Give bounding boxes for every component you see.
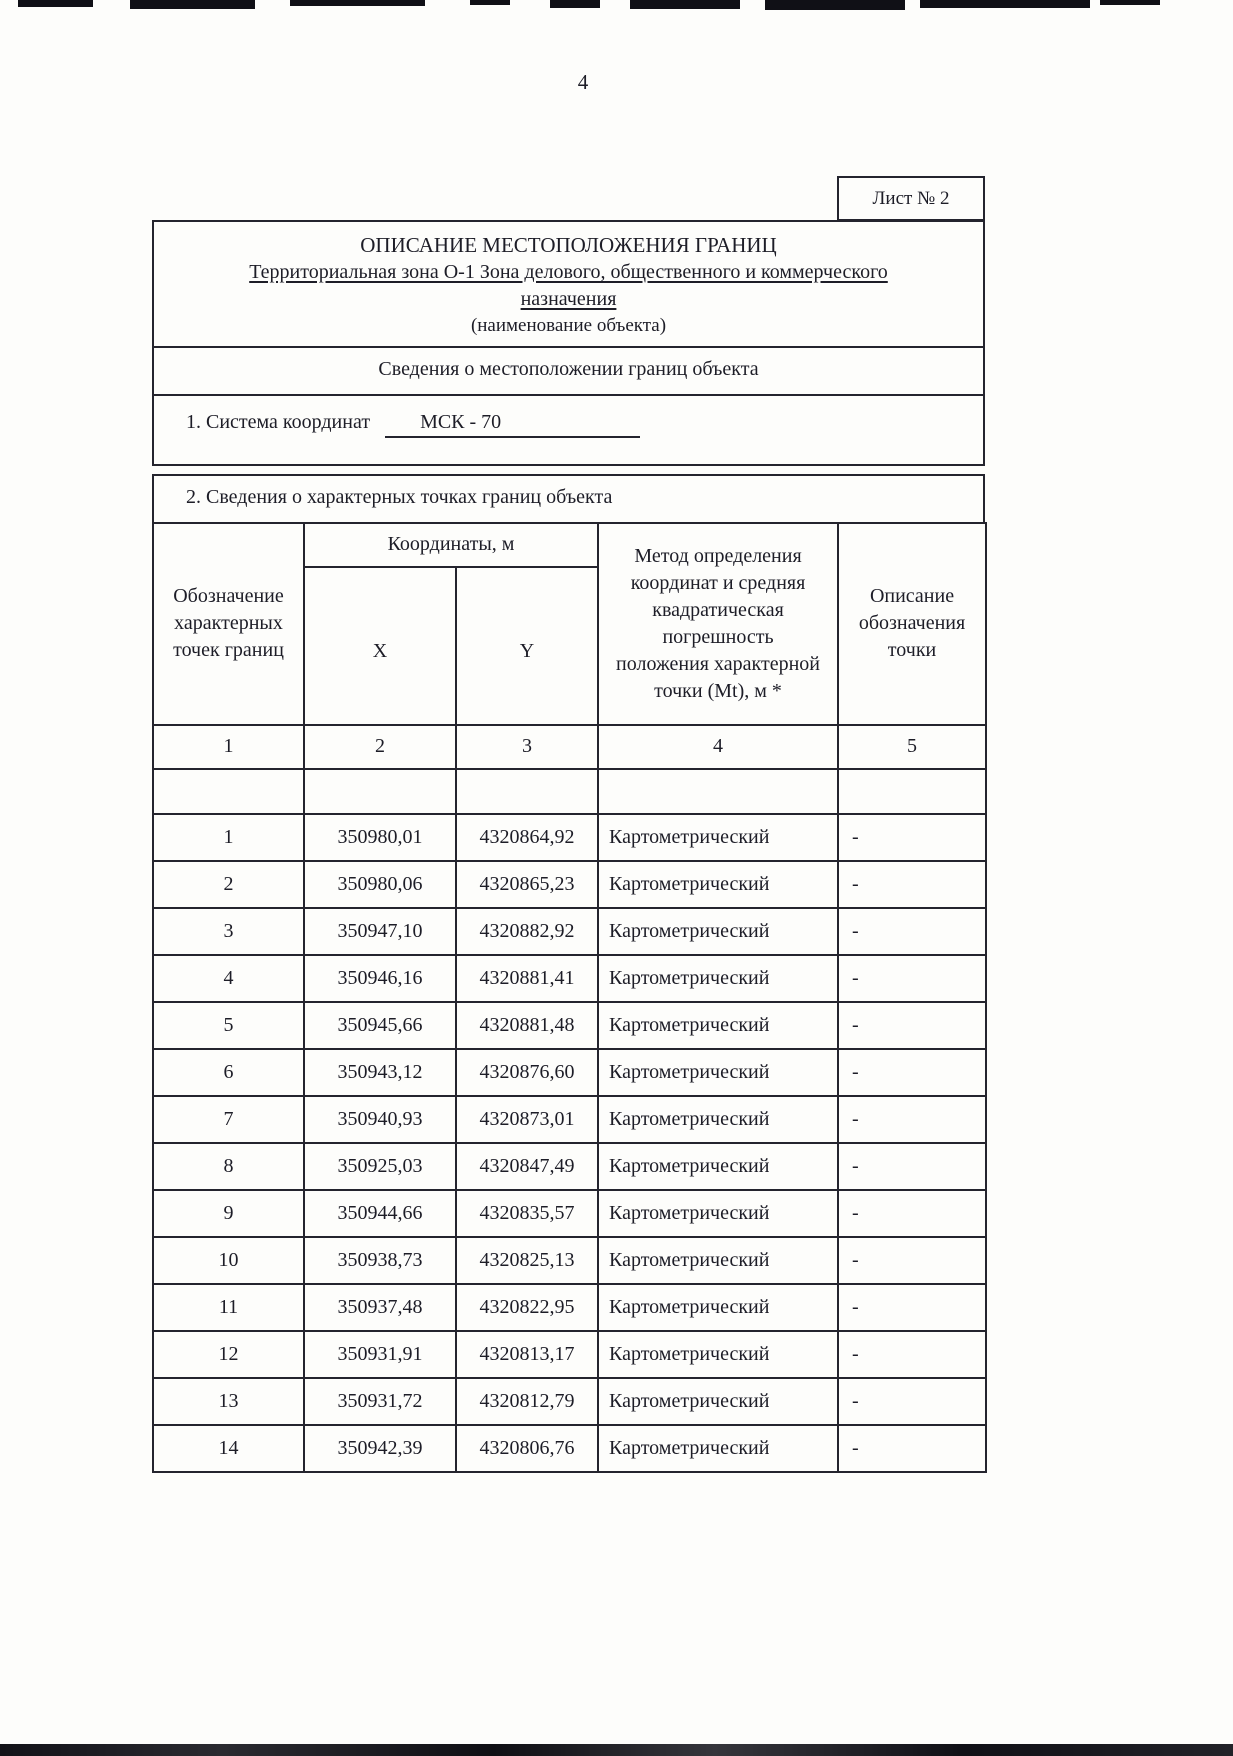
x-coordinate: 350947,10	[304, 908, 456, 955]
point-number: 3	[153, 908, 304, 955]
table-row	[153, 814, 986, 861]
table-row	[153, 861, 986, 908]
scan-artifact-bottom	[0, 1744, 1233, 1756]
method-cell: Картометрический	[598, 1002, 838, 1049]
document-title: ОПИСАНИЕ МЕСТОПОЛОЖЕНИЯ ГРАНИЦ	[360, 233, 777, 257]
scan-artifact	[765, 0, 905, 10]
table-row	[153, 1237, 986, 1284]
table-row	[153, 1378, 986, 1425]
sheet-number-box	[837, 176, 985, 221]
method-cell: Картометрический	[598, 814, 838, 861]
empty-cell	[838, 769, 986, 814]
empty-cell	[304, 769, 456, 814]
x-coordinate: 350931,72	[304, 1378, 456, 1425]
description-cell: -	[838, 1425, 986, 1472]
description-cell: -	[838, 1190, 986, 1237]
table-row	[153, 1425, 986, 1472]
description-cell: -	[838, 814, 986, 861]
object-name-note: (наименование объекта)	[470, 315, 667, 337]
point-number: 11	[153, 1284, 304, 1331]
subtitle-line-2: назначения	[520, 288, 617, 311]
scan-artifact	[920, 0, 1090, 8]
method-cell: Картометрический	[598, 1425, 838, 1472]
table-header	[153, 523, 986, 814]
point-number: 10	[153, 1237, 304, 1284]
method-cell: Картометрический	[598, 1143, 838, 1190]
description-cell: -	[838, 1096, 986, 1143]
points-table-body	[153, 814, 986, 1472]
scan-artifact	[290, 0, 425, 6]
x-coordinate: 350925,03	[304, 1143, 456, 1190]
header-coordinates-group: Координаты, м	[304, 523, 598, 567]
point-number: 5	[153, 1002, 304, 1049]
y-coordinate: 4320835,57	[456, 1190, 598, 1237]
method-cell: Картометрический	[598, 955, 838, 1002]
header-method: Метод определения координат и средняя квадратическая погрешность положения характерной точки (Mt), м *	[598, 523, 838, 725]
method-cell: Картометрический	[598, 1378, 838, 1425]
table-row	[153, 1096, 986, 1143]
x-coordinate: 350946,16	[304, 955, 456, 1002]
point-number: 1	[153, 814, 304, 861]
y-coordinate: 4320864,92	[456, 814, 598, 861]
points-section-heading: 2. Сведения о характерных точках границ объекта	[152, 474, 985, 524]
point-number: 6	[153, 1049, 304, 1096]
header-x: X	[304, 567, 456, 725]
table-row	[153, 1284, 986, 1331]
method-cell: Картометрический	[598, 861, 838, 908]
point-number: 13	[153, 1378, 304, 1425]
scan-artifact	[1100, 0, 1160, 5]
column-number: 2	[304, 725, 456, 769]
method-cell: Картометрический	[598, 908, 838, 955]
coordinate-system-row	[154, 394, 983, 464]
method-cell: Картометрический	[598, 1331, 838, 1378]
y-coordinate: 4320881,41	[456, 955, 598, 1002]
header-point-designation: Обозначение характерных точек границ	[153, 523, 304, 725]
table-row	[153, 1049, 986, 1096]
table-row	[153, 1190, 986, 1237]
point-number: 2	[153, 861, 304, 908]
x-coordinate: 350937,48	[304, 1284, 456, 1331]
y-coordinate: 4320812,79	[456, 1378, 598, 1425]
description-cell: -	[838, 1049, 986, 1096]
y-coordinate: 4320813,17	[456, 1331, 598, 1378]
point-number: 14	[153, 1425, 304, 1472]
sheet-number-label: Лист № 2	[872, 187, 950, 209]
title-block	[152, 220, 985, 466]
table-row	[153, 1002, 986, 1049]
description-cell: -	[838, 955, 986, 1002]
y-coordinate: 4320806,76	[456, 1425, 598, 1472]
boundary-points-table	[152, 522, 987, 1473]
scan-artifact	[470, 0, 510, 5]
table-row	[153, 1143, 986, 1190]
method-cell: Картометрический	[598, 1096, 838, 1143]
method-cell: Картометрический	[598, 1190, 838, 1237]
description-cell: -	[838, 1002, 986, 1049]
method-cell: Картометрический	[598, 1237, 838, 1284]
method-cell: Картометрический	[598, 1284, 838, 1331]
coordinate-system-label: 1. Система координат	[186, 410, 371, 433]
y-coordinate: 4320882,92	[456, 908, 598, 955]
scan-artifact	[550, 0, 600, 8]
coordinate-system-value: МСК - 70	[385, 411, 640, 438]
description-cell: -	[838, 1237, 986, 1284]
column-number: 5	[838, 725, 986, 769]
y-coordinate: 4320865,23	[456, 861, 598, 908]
header-point-description: Описание обозначения точки	[838, 523, 986, 725]
description-cell: -	[838, 1331, 986, 1378]
column-number: 4	[598, 725, 838, 769]
point-number: 7	[153, 1096, 304, 1143]
location-info-heading: Сведения о местоположении границ объекта	[154, 346, 983, 394]
method-cell: Картометрический	[598, 1049, 838, 1096]
empty-cell	[153, 769, 304, 814]
x-coordinate: 350943,12	[304, 1049, 456, 1096]
document-subtitle	[178, 259, 959, 313]
x-coordinate: 350931,91	[304, 1331, 456, 1378]
description-cell: -	[838, 1143, 986, 1190]
y-coordinate: 4320873,01	[456, 1096, 598, 1143]
column-number: 1	[153, 725, 304, 769]
x-coordinate: 350942,39	[304, 1425, 456, 1472]
x-coordinate: 350940,93	[304, 1096, 456, 1143]
scan-artifact	[18, 0, 93, 7]
scan-artifact	[130, 0, 255, 9]
scan-artifact	[630, 0, 740, 9]
y-coordinate: 4320881,48	[456, 1002, 598, 1049]
page-number: 4	[577, 70, 589, 94]
empty-cell	[598, 769, 838, 814]
y-coordinate: 4320847,49	[456, 1143, 598, 1190]
table-row	[153, 908, 986, 955]
title-cell	[154, 222, 983, 346]
description-cell: -	[838, 1284, 986, 1331]
point-number: 12	[153, 1331, 304, 1378]
table-row	[153, 955, 986, 1002]
spacer	[152, 466, 985, 474]
header-y: Y	[456, 567, 598, 725]
point-number: 9	[153, 1190, 304, 1237]
y-coordinate: 4320876,60	[456, 1049, 598, 1096]
empty-cell	[456, 769, 598, 814]
column-number: 3	[456, 725, 598, 769]
table-row	[153, 1331, 986, 1378]
y-coordinate: 4320822,95	[456, 1284, 598, 1331]
x-coordinate: 350980,06	[304, 861, 456, 908]
description-cell: -	[838, 908, 986, 955]
x-coordinate: 350938,73	[304, 1237, 456, 1284]
x-coordinate: 350945,66	[304, 1002, 456, 1049]
x-coordinate: 350944,66	[304, 1190, 456, 1237]
y-coordinate: 4320825,13	[456, 1237, 598, 1284]
point-number: 4	[153, 955, 304, 1002]
subtitle-line-1: Территориальная зона О-1 Зона делового, общественного и коммерческого	[249, 261, 888, 284]
x-coordinate: 350980,01	[304, 814, 456, 861]
description-cell: -	[838, 861, 986, 908]
document-content	[152, 220, 985, 1473]
description-cell: -	[838, 1378, 986, 1425]
point-number: 8	[153, 1143, 304, 1190]
